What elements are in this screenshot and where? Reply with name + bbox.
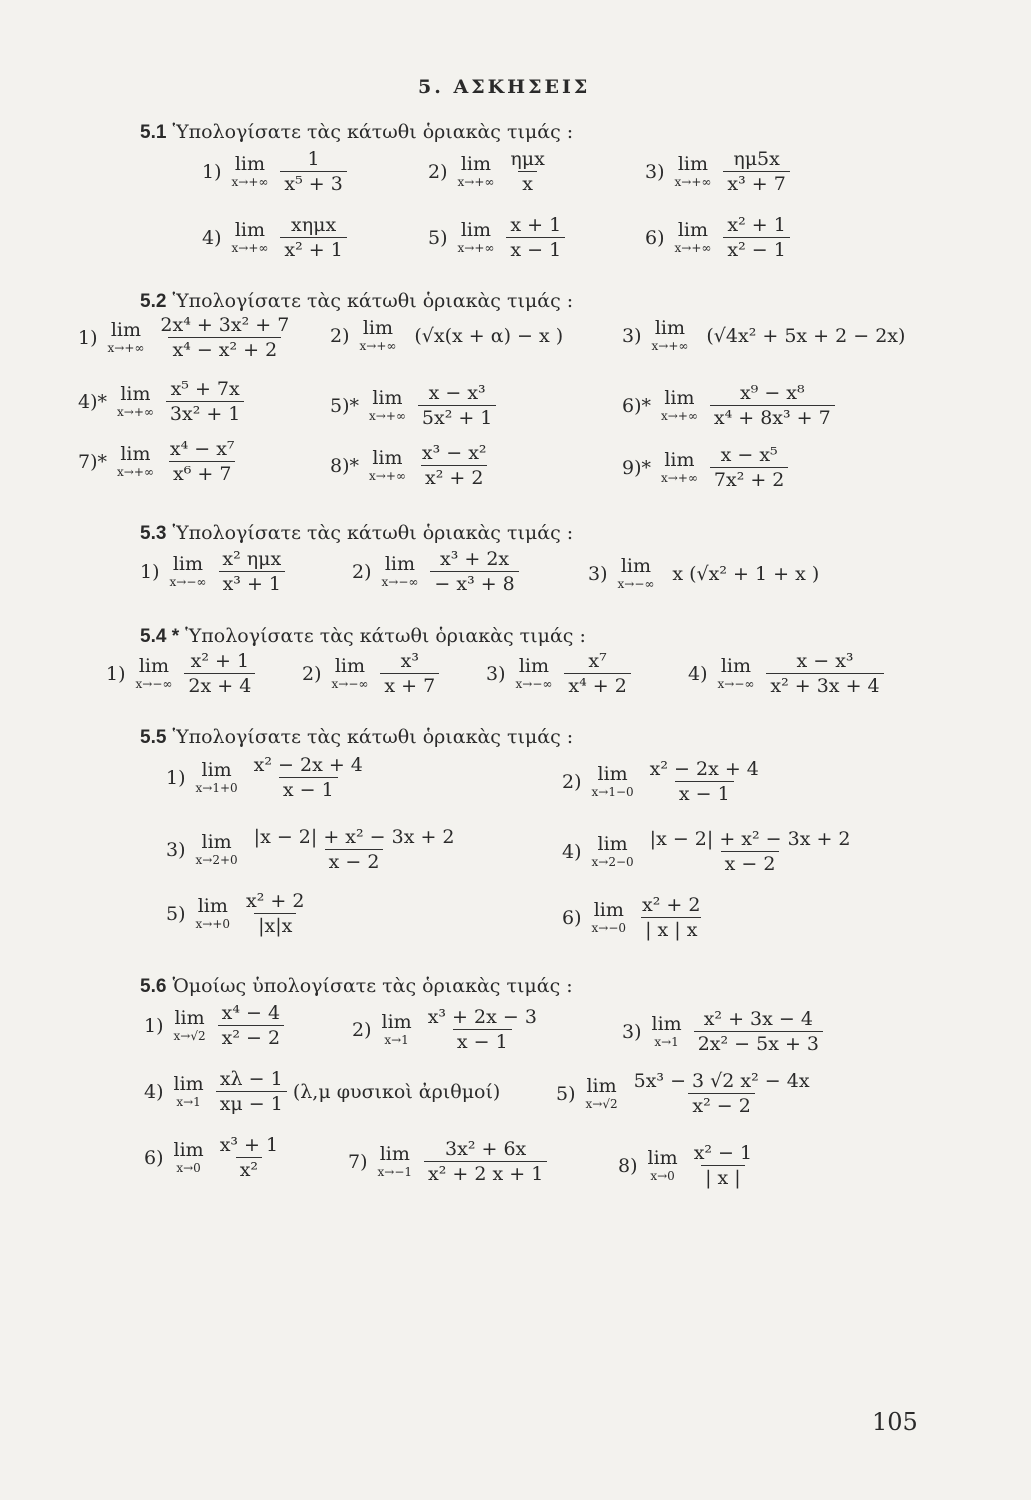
exercise-number: 5) [428, 226, 448, 249]
exercise-note: (λ,μ φυσικοὶ ἀριθμοί) [292, 1080, 501, 1103]
exercise-5-2-7 [78, 438, 239, 485]
fraction: $\frac{\text{|x − 2| + x² − 3x + 2}}{x - 2}$ [649, 828, 851, 875]
page-title: 5. ΑΣΚΗΣΕΙΣ [418, 76, 591, 98]
exercise-number: 4) [562, 840, 582, 863]
fraction: $\frac{\text{x² − 1}}{| x |}$ [693, 1142, 753, 1189]
exercise-5-3-2 [352, 548, 519, 595]
limit-operator: lim x→−∞ [515, 655, 553, 691]
exercise-5-5-4 [562, 828, 855, 875]
limit-operator: lim x→+0 [195, 895, 231, 931]
fraction: $\frac{\text{5x³ − 3 √2 x² − 4x}}{\text{x² − 2}}$ [633, 1070, 810, 1117]
limit-operator: lim x→1+0 [195, 759, 238, 795]
fraction: $\frac{\text{x⁷}}{\text{x⁴ + 2}}$ [564, 650, 630, 697]
limit-operator: lim x→1 [173, 1073, 204, 1109]
exercise-number: 5)* [330, 394, 360, 417]
section-number: 5.1 [140, 122, 167, 143]
fraction: $\frac{\text{x² − 2x + 4}}{x - 1}$ [253, 754, 363, 801]
fraction: $\frac{\text{x² + 3x − 4}}{\text{2x² − 5x + 3}}$ [694, 1008, 823, 1055]
exercise-5-4-1 [106, 650, 255, 697]
section-number: 5.2 [140, 291, 167, 312]
fraction: $\frac{\text{|x − 2| + x² − 3x + 2}}{x - 2}$ [253, 826, 455, 873]
fraction: $\frac{\text{x² ημx}}{\text{x³ + 1}}$ [218, 548, 285, 595]
exercise-number: 2) [302, 662, 322, 685]
exercise-number: 4) [202, 226, 222, 249]
exercise-5-1-1 [202, 148, 347, 195]
exercise-5-6-5 [556, 1070, 814, 1117]
exercise-5-1-3 [645, 148, 790, 195]
section-text: Ὑπολογίσατε τὰς κάτωθι ὁριακὰς τιμάς : [172, 726, 574, 748]
exercise-number: 1) [166, 766, 186, 789]
limit-operator: lim x→+∞ [117, 443, 154, 479]
expression: (√x(x + α) − x ) [414, 324, 564, 347]
exercise-5-2-4 [78, 378, 244, 425]
limit-operator: lim x→−0 [591, 899, 627, 935]
exercise-5-2-6 [622, 382, 835, 429]
exercise-5-4-4 [688, 650, 884, 697]
exercise-number: 6) [144, 1146, 164, 1169]
section-number: 5.3 [140, 523, 167, 544]
exercise-5-6-7 [348, 1138, 547, 1185]
exercise-number: 6) [645, 226, 665, 249]
section-heading-5-2 [140, 290, 573, 313]
exercise-number: 3) [622, 324, 642, 347]
exercise-5-4-2 [302, 650, 439, 697]
limit-operator: lim x→2−0 [591, 833, 634, 869]
fraction: $\frac{x + 1}{x - 1}$ [506, 214, 565, 261]
exercise-number: 1) [106, 662, 126, 685]
exercise-number: 4) [688, 662, 708, 685]
limit-operator: lim x→−∞ [331, 655, 369, 691]
fraction: $\frac{\text{x² + 2}}{|x|x}$ [246, 890, 305, 937]
limit-operator: lim x→+∞ [369, 387, 406, 423]
fraction: $\frac{1}{\text{x⁵ + 3}}$ [280, 148, 346, 195]
exercise-number: 1) [202, 160, 222, 183]
section-heading-5-3 [140, 522, 573, 545]
exercise-number: 2) [562, 770, 582, 793]
limit-operator: lim x→1−0 [591, 763, 634, 799]
limit-operator: lim x→−∞ [169, 553, 207, 589]
exercise-5-1-5 [428, 214, 565, 261]
exercise-number: 3) [588, 562, 608, 585]
section-heading-5-5 [140, 726, 573, 749]
section-text: Ὑπολογίσατε τὰς κάτωθι ὁριακὰς τιμάς : [185, 625, 586, 647]
fraction: $\frac{\text{x² − 2x + 4}}{x - 1}$ [649, 758, 759, 805]
limit-operator: lim x→1 [651, 1013, 682, 1049]
exercise-number: 5) [166, 902, 186, 925]
exercise-5-6-1 [144, 1002, 284, 1049]
exercise-5-2-8 [330, 442, 491, 489]
exercise-5-5-5 [166, 890, 308, 937]
exercise-number: 2) [428, 160, 448, 183]
exercise-5-3-1 [140, 548, 285, 595]
limit-operator: lim x→0 [173, 1139, 204, 1175]
fraction: $\frac{\text{x² + 1}}{\text{x² − 1}}$ [723, 214, 789, 261]
fraction: $\frac{\text{x⁴ − x⁷}}{\text{x⁶ + 7}}$ [169, 438, 235, 485]
section-text: Ὁμοίως ὑπολογίσατε τὰς ὁριακὰς τιμάς : [172, 975, 573, 997]
exercise-5-5-2 [562, 758, 763, 805]
section-number: 5.6 [140, 976, 167, 997]
fraction: $\frac{\eta\mu 5x}{\text{x³ + 7}}$ [723, 148, 789, 195]
limit-operator: lim x→+∞ [457, 153, 495, 189]
exercise-5-1-2 [428, 148, 549, 195]
exercise-5-2-9 [622, 444, 788, 491]
fraction: $\frac{\text{x³ + 2x}}{\text{− x³ + 8}}$ [430, 548, 518, 595]
limit-operator: lim x→+∞ [369, 447, 406, 483]
fraction: $\frac{\text{ημx}}{x}$ [510, 148, 545, 195]
exercise-number: 4) [144, 1080, 164, 1103]
limit-operator: lim x→−∞ [381, 553, 419, 589]
section-text: Ὑπολογίσατε τὰς κάτωθι ὁριακὰς τιμάς : [172, 121, 574, 143]
limit-operator: lim x→+∞ [231, 153, 269, 189]
exercise-number: 5) [556, 1082, 576, 1105]
exercise-number: 8)* [330, 454, 360, 477]
limit-operator: lim x→+∞ [457, 219, 495, 255]
limit-operator: lim x→−∞ [717, 655, 755, 691]
exercise-5-5-1 [166, 754, 367, 801]
exercise-number: 7) [348, 1150, 368, 1173]
exercise-number: 3) [645, 160, 665, 183]
section-heading-5-6 [140, 975, 573, 998]
section-number: 5.5 [140, 727, 167, 748]
limit-operator: lim x→−∞ [617, 555, 655, 591]
fraction: $\frac{\text{x − x³}}{\text{x² + 3x + 4}}$ [766, 650, 883, 697]
fraction: $\frac{\text{xημx}}{\text{x² + 1}}$ [280, 214, 346, 261]
limit-operator: lim x→2+0 [195, 831, 238, 867]
section-number: 5.4 * [140, 626, 180, 647]
exercise-5-2-3 [622, 318, 905, 353]
limit-operator: lim x→+∞ [661, 449, 698, 485]
exercise-5-2-1 [78, 314, 293, 361]
exercise-number: 1) [78, 326, 98, 349]
exercise-5-5-6 [562, 894, 704, 941]
expression: x (√x² + 1 + x ) [672, 562, 820, 585]
limit-operator: lim x→√2 [173, 1007, 206, 1043]
limit-operator: lim x→+∞ [231, 219, 269, 255]
exercise-number: 1) [140, 560, 160, 583]
fraction: $\frac{\text{x⁵ + 7x}}{\text{3x² + 1}}$ [166, 378, 245, 425]
limit-operator: lim x→+∞ [117, 383, 154, 419]
limit-operator: lim x→−1 [377, 1143, 413, 1179]
section-text: Ὑπολογίσατε τὰς κάτωθι ὁριακὰς τιμάς : [172, 290, 574, 312]
exercise-number: 6) [562, 906, 582, 929]
fraction: $\frac{\text{x⁹ − x⁸}}{\text{x⁴ + 8x³ + 7}}$ [710, 382, 835, 429]
exercise-5-2-2 [330, 318, 563, 353]
limit-operator: lim x→+∞ [674, 219, 712, 255]
exercise-number: 7)* [78, 450, 108, 473]
limit-operator: lim x→√2 [585, 1075, 618, 1111]
fraction: $\frac{\text{x³ − x²}}{\text{x² + 2}}$ [421, 442, 487, 489]
fraction: $\frac{\text{x³}}{x + 7}$ [380, 650, 439, 697]
fraction: $\frac{\text{x³ + 1}}{\text{x²}}$ [219, 1134, 279, 1181]
exercise-5-2-5 [330, 382, 496, 429]
fraction: $\frac{\text{x⁴ − 4}}{\text{x² − 2}}$ [218, 1002, 284, 1049]
section-text: Ὑπολογίσατε τὰς κάτωθι ὁριακὰς τιμάς : [172, 522, 574, 544]
fraction: $\frac{\text{2x⁴ + 3x² + 7}}{\text{x⁴ − x² + 2}}$ [160, 314, 290, 361]
fraction: $\frac{\text{x³ + 2x − 3}}{x - 1}$ [427, 1006, 537, 1053]
exercise-number: 8) [618, 1154, 638, 1177]
exercise-5-4-3 [486, 650, 631, 697]
exercise-number: 2) [352, 560, 372, 583]
fraction: $\frac{\text{x − x³}}{\text{5x² + 1}}$ [418, 382, 497, 429]
exercise-number: 3) [486, 662, 506, 685]
limit-operator: lim x→+∞ [107, 319, 145, 355]
limit-operator: lim x→+∞ [651, 317, 689, 353]
section-heading-5-1 [140, 121, 573, 144]
exercise-number: 2) [352, 1018, 372, 1041]
exercise-5-5-3 [166, 826, 459, 873]
limit-operator: lim x→1 [381, 1011, 412, 1047]
exercise-number: 1) [144, 1014, 164, 1037]
expression: (√4x² + 5x + 2 − 2x) [706, 324, 906, 347]
fraction: $\frac{\text{x² + 1}}{2x + 4}$ [184, 650, 255, 697]
limit-operator: lim x→−∞ [135, 655, 173, 691]
exercise-5-6-4 [144, 1068, 500, 1115]
fraction: $\frac{\text{3x² + 6x}}{\text{x² + 2 x + 1}}$ [424, 1138, 547, 1185]
exercise-5-6-2 [352, 1006, 541, 1053]
exercise-number: 6)* [622, 394, 652, 417]
limit-operator: lim x→0 [647, 1147, 678, 1183]
limit-operator: lim x→+∞ [661, 387, 698, 423]
exercise-number: 2) [330, 324, 350, 347]
exercise-number: 4)* [78, 390, 108, 413]
exercise-5-1-6 [645, 214, 790, 261]
exercise-5-6-6 [144, 1134, 282, 1181]
exercise-number: 3) [622, 1020, 642, 1043]
fraction: $\frac{x\lambda - 1}{x\mu - 1}$ [216, 1068, 287, 1115]
limit-operator: lim x→+∞ [674, 153, 712, 189]
exercise-5-1-4 [202, 214, 347, 261]
exercise-5-6-3 [622, 1008, 823, 1055]
section-heading-5-4 [140, 625, 586, 648]
page-number: 105 [872, 1408, 918, 1436]
exercise-5-6-8 [618, 1142, 756, 1189]
limit-operator: lim x→+∞ [359, 317, 397, 353]
exercise-number: 9)* [622, 456, 652, 479]
fraction: $\frac{\text{x² + 2}}{| x | x}$ [642, 894, 701, 941]
exercise-5-3-3 [588, 556, 819, 591]
fraction: $\frac{\text{x − x⁵}}{\text{7x² + 2}}$ [710, 444, 789, 491]
exercise-number: 3) [166, 838, 186, 861]
